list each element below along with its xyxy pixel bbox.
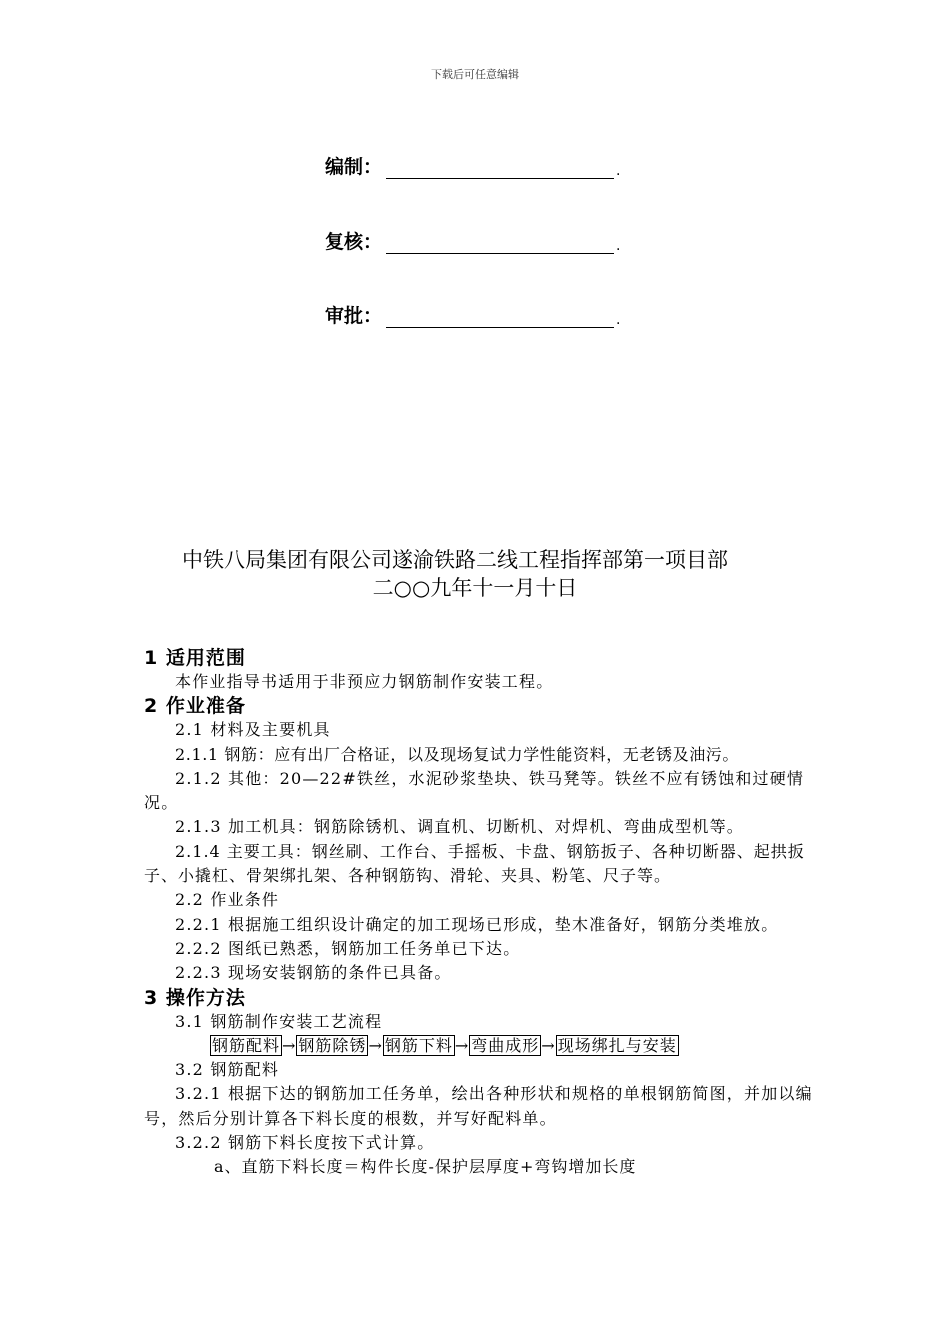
signature-line-review bbox=[386, 233, 614, 254]
document-body bbox=[144, 646, 824, 1180]
section-3-2-2-text: 3.2.2 钢筋下料长度按下式计算。 bbox=[175, 1133, 435, 1153]
flow-arrow-icon: → bbox=[282, 1035, 297, 1055]
header-note: 下载后可任意编辑 bbox=[431, 68, 519, 81]
section-2-1-3-text: 2.1.3 加工机具：钢筋除锈机、调直机、切断机、对焊机、弯曲成型机等。 bbox=[175, 817, 744, 837]
section-2-1-heading: 2.1 材料及主要机具 bbox=[175, 720, 331, 740]
signature-line-approve bbox=[386, 307, 614, 328]
section-3-2-heading: 3.2 钢筋配料 bbox=[175, 1060, 280, 1080]
signature-compile-row bbox=[325, 152, 620, 179]
organization-name: 中铁八局集团有限公司遂渝铁路二线工程指挥部第一项目部 bbox=[182, 548, 728, 572]
section-2-2-1-text: 2.2.1 根据施工组织设计确定的加工现场已形成，垫木准备好，钢筋分类堆放。 bbox=[175, 914, 779, 934]
section-3-1-heading: 3.1 钢筋制作安装工艺流程 bbox=[175, 1011, 383, 1031]
document-date: 二○○九年十一月十日 bbox=[372, 576, 578, 600]
section-2-2-3-text: 2.2.3 现场安装钢筋的条件已具备。 bbox=[175, 963, 452, 983]
signature-label-compile: 编制： bbox=[325, 156, 383, 178]
section-2-1-1-text: 2.1.1 钢筋：应有出厂合格证，以及现场复试力学性能资料，无老锈及油污。 bbox=[175, 744, 739, 764]
process-flow bbox=[144, 1034, 824, 1058]
section-3-heading: 3 操作方法 bbox=[144, 986, 246, 1009]
section-1-heading: 1 适用范围 bbox=[144, 647, 246, 669]
flow-step-bending: 弯曲成形 bbox=[471, 1035, 540, 1055]
section-2-1-4-text: 2.1.4 主要工具：钢丝刷、工作台、手摇板、卡盘、钢筋扳子、各种切断器、起拱扳子、小撬杠、骨架绑扎架、各种钢筋钩、滑轮、夹具、粉笔、尺子等。 bbox=[144, 841, 805, 886]
section-3-2-1-text: 3.2.1 根据下达的钢筋加工任务单，绘出各种形状和规格的单根钢筋简图，并加以编号，然后分别计算各下料长度的根数，并写好配料单。 bbox=[144, 1084, 813, 1128]
flow-step-batching: 钢筋配料 bbox=[212, 1035, 281, 1055]
signature-line-compile bbox=[386, 158, 614, 179]
flow-arrow-icon: → bbox=[454, 1035, 470, 1055]
section-1-text: 本作业指导书适用于非预应力钢筋制作安装工程。 bbox=[175, 672, 554, 691]
signature-review-row bbox=[325, 227, 620, 254]
signature-end-compile: . bbox=[616, 163, 621, 179]
flow-arrow-icon: → bbox=[541, 1035, 556, 1055]
signature-label-review: 复核： bbox=[325, 231, 383, 253]
flow-step-cutting: 钢筋下料 bbox=[384, 1035, 453, 1055]
signature-label-approve: 审批： bbox=[325, 305, 383, 327]
section-2-2-heading: 2.2 作业条件 bbox=[175, 890, 280, 910]
signature-end-approve: . bbox=[616, 312, 621, 328]
flow-step-derusting: 钢筋除锈 bbox=[298, 1035, 367, 1055]
section-2-2-2-text: 2.2.2 图纸已熟悉，钢筋加工任务单已下达。 bbox=[175, 938, 521, 958]
flow-step-installation: 现场绑扎与安装 bbox=[557, 1035, 677, 1055]
signature-end-review: . bbox=[616, 238, 621, 254]
section-2-heading: 2 作业准备 bbox=[144, 695, 246, 718]
signature-approve-row bbox=[325, 301, 620, 328]
section-2-1-2-text: 2.1.2 其他：20—22#铁丝，水泥砂浆垫块、铁马凳等。铁丝不应有锈蚀和过硬情况。 bbox=[144, 768, 805, 813]
formula-straight-bar: a、直筋下料长度＝构件长度-保护层厚度+弯钩增加长度 bbox=[214, 1157, 637, 1177]
flow-arrow-icon: → bbox=[368, 1035, 383, 1055]
